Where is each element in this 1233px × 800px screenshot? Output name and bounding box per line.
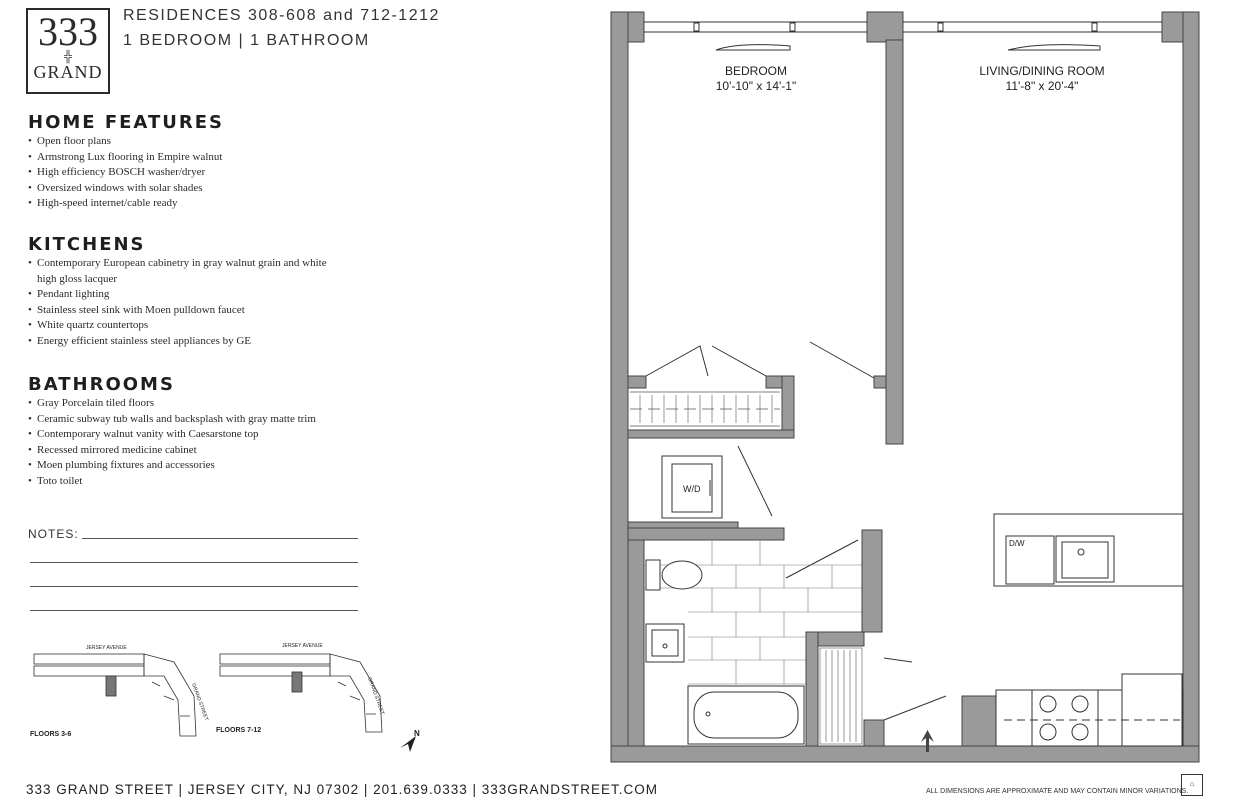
note-line (30, 562, 358, 563)
key-plan-floors-7-12 (220, 654, 382, 732)
key-plan-label: FLOORS 7-12 (216, 727, 262, 734)
unit-type: 1 BEDROOM | 1 BATHROOM (123, 32, 370, 49)
key-plan-street-top: JERSEY AVENUE (86, 645, 127, 651)
bathtub-icon (688, 686, 804, 744)
key-plans (24, 636, 424, 756)
note-line (30, 610, 358, 611)
bathrooms-list (28, 396, 368, 490)
home-features-list (28, 134, 358, 212)
footer-disclaimer: ALL DIMENSIONS ARE APPROXIMATE AND MAY CONTAIN MINOR VARIATIONS. (926, 788, 1189, 795)
list-item: • White quartz countertops (28, 318, 338, 334)
list-item: • Toto toilet (28, 474, 368, 490)
key-plan-street-top: JERSEY AVENUE (282, 643, 323, 649)
section-title-bathrooms: BATHROOMS (28, 374, 175, 395)
grand-logo (26, 8, 110, 94)
list-item: • Contemporary European cabinetry in gray walnut grain and white high gloss lacquer (28, 256, 338, 287)
equal-housing-icon: ⌂ (1181, 774, 1203, 796)
list-item: • Pendant lighting (28, 287, 338, 303)
list-item: • Moen plumbing fixtures and accessories (28, 458, 368, 474)
list-item: • Energy efficient stainless steel appliances by GE (28, 334, 338, 350)
key-plan-street-side: GRAND STREET (190, 682, 210, 722)
list-item: • Contemporary walnut vanity with Caesarstone top (28, 427, 368, 443)
key-plan-label: FLOORS 3-6 (30, 731, 72, 738)
toilet-icon (646, 560, 702, 590)
section-title-kitchens: KITCHENS (28, 234, 146, 255)
stove-icon (996, 674, 1183, 746)
bedroom-dims: 10'-10" x 14'-1" (715, 79, 797, 93)
logo-mark-icon: ╬ (64, 51, 72, 63)
floor-plan (600, 0, 1210, 770)
closet-shelving (630, 392, 780, 426)
note-line (82, 538, 358, 539)
compass-label: N (414, 729, 420, 738)
kitchen-counter (994, 514, 1183, 586)
section-title-home-features: HOME FEATURES (28, 112, 224, 133)
list-item: • Gray Porcelain tiled floors (28, 396, 368, 412)
list-item: • Recessed mirrored medicine cabinet (28, 443, 368, 459)
list-item: • Open floor plans (28, 134, 358, 150)
note-line (30, 586, 358, 587)
kitchens-list (28, 256, 338, 350)
sink-icon (646, 624, 684, 662)
logo-word: GRAND (33, 62, 103, 82)
key-plan-floors-3-6 (34, 654, 196, 736)
linen-closet (820, 648, 862, 744)
bedroom-name: BEDROOM (724, 64, 788, 78)
key-plan-street-side: GRAND STREET (366, 676, 386, 716)
washer-dryer-label: W/D (683, 484, 701, 494)
living-dims: 11'-8" x 20'-4" (1005, 79, 1079, 93)
list-item: • High-speed internet/cable ready (28, 196, 358, 212)
living-name: LIVING/DINING ROOM (979, 64, 1105, 78)
residences-title: RESIDENCES 308-608 and 712-1212 (123, 7, 440, 24)
notes-label: NOTES: (28, 527, 79, 541)
logo-number: 333 (38, 9, 98, 54)
list-item: • Stainless steel sink with Moen pulldown faucet (28, 303, 338, 319)
list-item: • Ceramic subway tub walls and backsplash with gray matte trim (28, 412, 368, 428)
dishwasher-label: D/W (1009, 539, 1025, 548)
list-item: • Armstrong Lux flooring in Empire walnut (28, 150, 358, 166)
compass-arrow-icon (400, 736, 416, 752)
list-item: • Oversized windows with solar shades (28, 181, 358, 197)
list-item: • High efficiency BOSCH washer/dryer (28, 165, 358, 181)
footer-address: 333 GRAND STREET | JERSEY CITY, NJ 07302 | 201.639.0333 | 333GRANDSTREET.COM (26, 782, 659, 797)
